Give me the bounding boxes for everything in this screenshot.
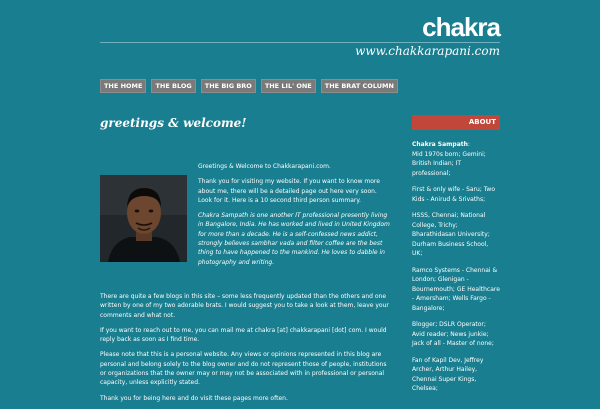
profile-photo xyxy=(100,175,187,262)
intro-section xyxy=(100,142,390,266)
nav-item-blog[interactable]: THE BLOG xyxy=(151,79,195,93)
body-paragraph: If you want to reach out to me, you can mail me at chakra [at] chakkarapani [dot] com. I would reply back as soon as I find time. xyxy=(100,326,387,344)
site-title[interactable]: chakra xyxy=(422,12,500,42)
sidebar-item: Ramco Systems - Chennai & London; Glenigan - Bournemouth; GE Healthcare - Amersham; Wells Fargo - Bangalore; xyxy=(412,266,500,312)
sidebar-heading-about: ABOUT xyxy=(412,115,500,130)
author-name-colon: : xyxy=(467,141,470,148)
main-content xyxy=(100,116,390,409)
sidebar-item: Fan of Kapil Dev, Jeffrey Archer, Arthur Hailey, Chennai Super Kings, Chelsea; xyxy=(412,356,484,392)
header-divider xyxy=(100,42,500,43)
nav-item-brat-column[interactable]: THE BRAT COLUMN xyxy=(321,79,398,93)
site-url[interactable]: www.chakkarapani.com xyxy=(355,44,500,58)
author-name: Chakra Sampath xyxy=(412,141,468,148)
intro-paragraph: Greetings & Welcome to Chakkarapani.com. xyxy=(198,163,331,170)
sidebar-intro xyxy=(412,140,500,178)
body-paragraph: Thank you for being here and do visit these pages more often. xyxy=(100,394,288,402)
sidebar-first-line: Mid 1970s born; Gemini; British Indian; IT professional; xyxy=(412,150,486,177)
body-text xyxy=(100,292,390,403)
nav-item-home[interactable]: THE HOME xyxy=(100,79,146,93)
profile-photo-icon xyxy=(100,175,187,262)
sidebar-item: Blogger; DSLR Operator; Avid reader; News junkie; Jack of all - Master of none; xyxy=(412,321,494,347)
intro-paragraph: Thank you for visiting my website. If you want to know more about me, there will be a detailed page out here very soon. Look for it. Here is a 10 second third person summary. xyxy=(198,178,380,204)
sidebar-item: HSSS, Chennai; National College, Trichy; Bharathidasan University; Durham Business School, UK; xyxy=(412,212,490,257)
sidebar-about-content xyxy=(412,140,500,394)
nav-item-big-bro[interactable]: THE BIG BRO xyxy=(201,79,256,93)
sidebar-item: First & only wife - Saru; Two Kids - Anirud & Srivaths; xyxy=(412,186,496,203)
page-title: greetings & welcome! xyxy=(100,116,247,130)
intro-text xyxy=(198,162,390,273)
body-paragraph: There are quite a few blogs in this site – some less frequently updated than the others and one written by one of my two adorable brats. I would suggest you to take a look at them, leave your comments and what not. xyxy=(100,293,389,319)
main-nav xyxy=(100,79,398,93)
nav-item-lil-one[interactable]: THE LIL' ONE xyxy=(261,79,316,93)
body-paragraph: Please note that this is a personal website. Any views or opinions represented in this blog are personal and belong solely to the blog owner and do not represent those of people, institutions or organizations that the owner may or may not be associated with in professional or personal capacity, unless explicitly stated. xyxy=(100,351,387,387)
sidebar xyxy=(412,115,500,401)
intro-summary: Chakra Sampath is one another IT professional presently living in Bangalore, India. He has worked and lived in United Kingdom for more than a decade. He is a self-confessed news addict, strongly believes sambhar vada and filter coffee are the best thing to have happened to the mankind. He loves to dabble in photography and writing. xyxy=(198,212,390,266)
